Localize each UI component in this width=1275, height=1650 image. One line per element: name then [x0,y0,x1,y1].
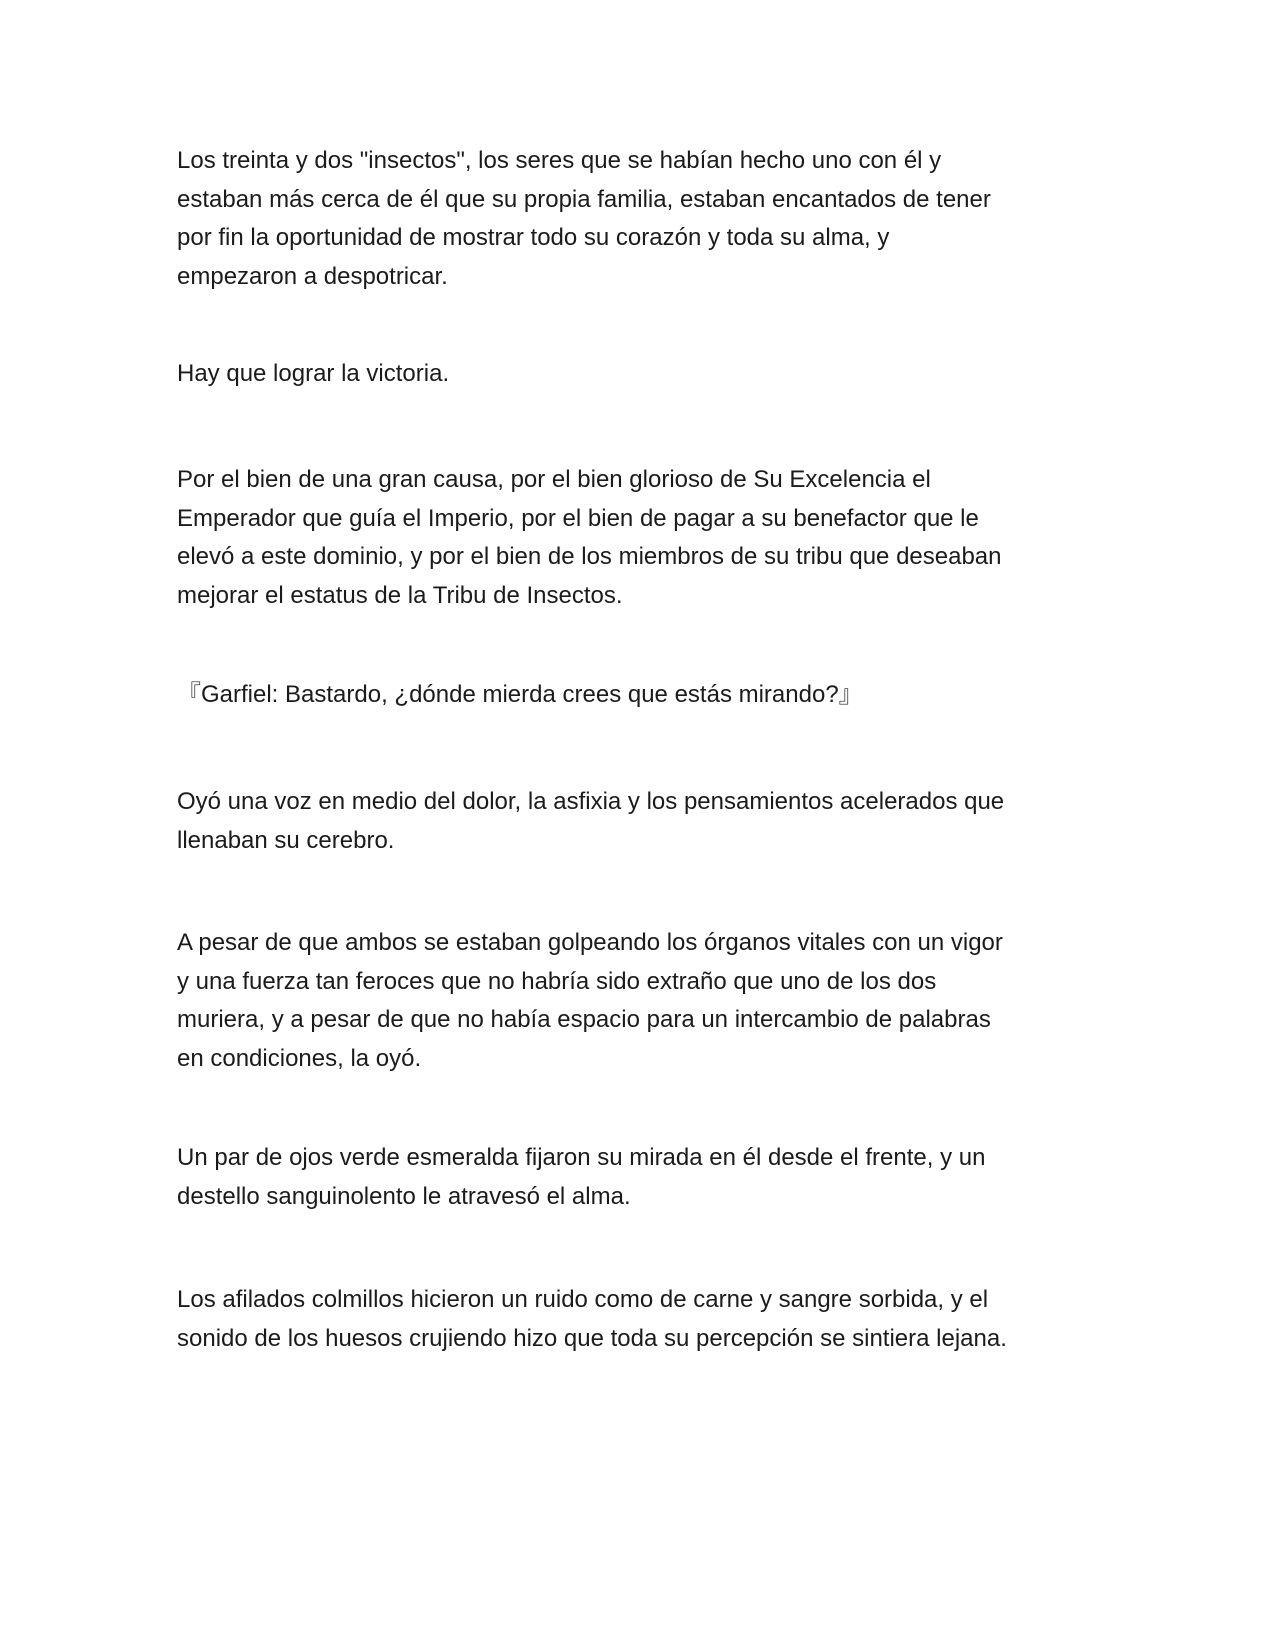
text-line: en condiciones, la oyó. [177,1044,422,1072]
text-line: mejorar el estatus de la Tribu de Insectos. [177,581,623,609]
text-line: Un par de ojos verde esmeralda fijaron su mirada en él desde el frente, y un [177,1144,986,1171]
paragraph-garfiel-dialogue [177,676,1117,715]
paragraph-fangs [177,1281,1117,1358]
text-line: por fin la oportunidad de mostrar todo su corazón y toda su alma, y [177,224,890,251]
text-line: Los afilados colmillos hicieron un ruido como de carne y sangre sorbida, y el [177,1286,989,1313]
paragraph-heard-voice [177,783,1117,860]
paragraph-great-cause [177,461,1117,615]
text-line: destello sanguinolento le atravesó el alma. [177,1182,631,1210]
text-line: llenaban su cerebro. [177,826,395,854]
paragraph-insects-rant [177,142,1117,296]
text-line: Por el bien de una gran causa, por el bien glorioso de Su Excelencia el [177,466,931,493]
text-line: empezaron a despotricar. [177,262,448,290]
text-line: A pesar de que ambos se estaban golpeando los órganos vitales con un vigor [177,929,1003,956]
text-line: y una fuerza tan feroces que no habría sido extraño que uno de los dos [177,967,937,995]
text-line: sonido de los huesos crujiendo hizo que toda su percepción se sintiera lejana. [177,1324,1007,1352]
text-line: Hay que lograr la victoria. [177,360,450,387]
paragraph-victory [177,355,1117,394]
text-line: Emperador que guía el Imperio, por el bien de pagar a su benefactor que le [177,504,979,532]
text-line: muriera, y a pesar de que no había espacio para un intercambio de palabras [177,1006,991,1033]
paragraph-despite-fighting [177,924,1117,1078]
paragraph-emerald-eyes [177,1139,1117,1216]
dialogue-line: 『Garfiel: Bastardo, ¿dónde mierda crees que estás mirando?』 [177,681,863,708]
text-line: elevó a este dominio, y por el bien de los miembros de su tribu que deseaban [177,543,1002,570]
text-line: estaban más cerca de él que su propia familia, estaban encantados de tener [177,185,991,213]
text-line: Oyó una voz en medio del dolor, la asfixia y los pensamientos acelerados que [177,788,1005,815]
text-line: Los treinta y dos "insectos", los seres que se habían hecho uno con él y [177,147,942,174]
